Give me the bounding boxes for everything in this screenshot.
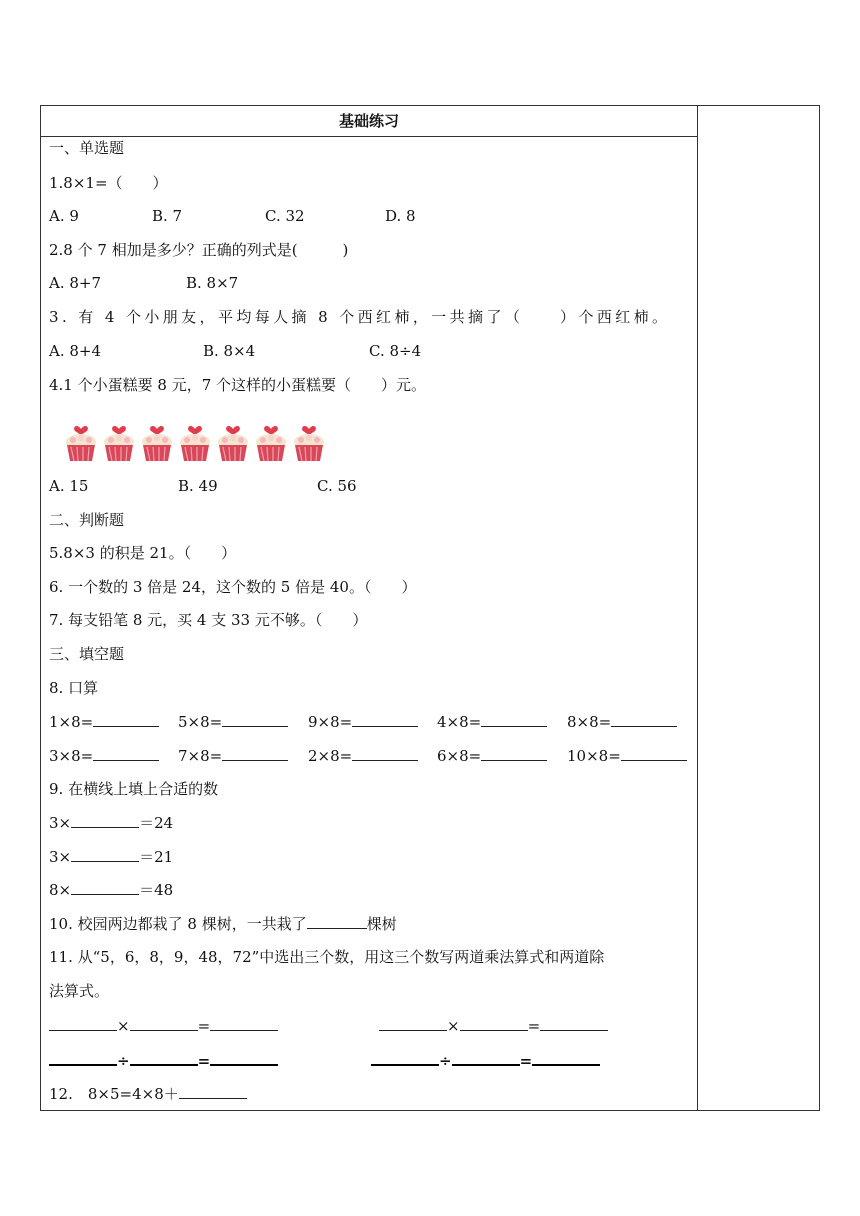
cupcake-image [253,415,289,465]
calc-item [308,712,418,732]
q1-option-b: B. 7 [152,207,183,225]
page-title: 基础练习 [338,112,399,130]
cupcake-image [291,415,327,465]
multiplication-equation: × = [379,1016,608,1036]
question-9: 9. 在横线上填上合适的数 [49,780,219,798]
calc-item [49,746,159,766]
column-divider [697,106,698,1110]
calc-expression: 3×8= [49,747,94,765]
q2-option-b: B. 8×7 [186,274,239,292]
answer-blank[interactable] [352,712,418,727]
answer-blank[interactable] [93,746,159,761]
q4-option-b: B. 49 [178,477,218,495]
worksheet-frame [40,105,820,1111]
question-3: 3. 有 4 个小朋友，平均每人摘 8 个西红柿，一共摘了（ ）个西红柿。 [49,308,671,326]
calc-expression: 7×8= [178,747,223,765]
question-11-line2: 法算式。 [49,982,110,1000]
calc-expression: 10×8= [567,747,621,765]
division-equation: ÷ = [49,1050,278,1071]
answer-blank[interactable] [71,813,139,828]
calc-item [437,746,547,766]
calc-expression: 1×8= [49,713,94,731]
calc-item [49,712,159,732]
answer-blank[interactable] [210,1050,278,1066]
answer-blank[interactable] [460,1016,528,1031]
q1-option-a: A. 9 [49,207,79,225]
question-10: 10. 校园两边都栽了 8 棵树，一共栽了 棵树 [49,915,397,933]
q3-option-a: A. 8+4 [49,342,102,360]
answer-blank[interactable] [621,746,687,761]
calc-expression: 8×8= [567,713,612,731]
question-8: 8. 口算 [49,679,99,697]
calc-item [567,712,677,732]
cupcake-image [63,415,99,465]
answer-blank[interactable] [452,1050,520,1066]
answer-blank[interactable] [371,1050,439,1066]
question-1: 1.8×1=（ ） [49,174,168,192]
question-7: 7. 每支铅笔 8 元，买 4 支 33 元不够。（ ） [49,611,368,629]
answer-blank[interactable] [71,847,139,862]
calc-expression: 5×8= [178,713,223,731]
answer-blank[interactable] [222,746,288,761]
calc-item [437,712,547,732]
answer-blank[interactable] [93,712,159,727]
cupcake-image [139,415,175,465]
answer-blank[interactable] [307,914,367,929]
section-fill-in: 三、填空题 [49,645,125,663]
answer-blank[interactable] [379,1016,447,1031]
title-divider [41,136,697,137]
q1-option-c: C. 32 [265,207,305,225]
answer-blank[interactable] [49,1016,117,1031]
cupcake-image [215,415,251,465]
cupcake-image [101,415,137,465]
calc-item [178,712,288,732]
calc-expression: 2×8= [308,747,353,765]
answer-blank[interactable] [130,1050,198,1066]
q3-option-c: C. 8÷4 [369,342,422,360]
question-5: 5.8×3 的积是 21。（ ） [49,544,237,562]
question-6: 6. 一个数的 3 倍是 24，这个数的 5 倍是 40。（ ） [49,578,417,596]
division-equation: ÷ = [371,1050,600,1071]
fill-line: 8× ＝48 [49,881,174,899]
answer-blank[interactable] [222,712,288,727]
answer-blank[interactable] [481,712,547,727]
question-4: 4.1 个小蛋糕要 8 元，7 个这样的小蛋糕要（ ）元。 [49,376,427,394]
calc-item [308,746,418,766]
answer-blank[interactable] [352,746,418,761]
cupcake-image [177,415,213,465]
calc-expression: 9×8= [308,713,353,731]
cupcake-illustration [63,415,327,465]
section-single-choice: 一、单选题 [49,139,125,157]
question-2: 2.8 个 7 相加是多少？正确的列式是( ) [49,241,349,259]
answer-blank[interactable] [611,712,677,727]
answer-blank[interactable] [481,746,547,761]
multiplication-equation: × = [49,1016,278,1036]
answer-blank[interactable] [210,1016,278,1031]
calc-item [178,746,288,766]
q2-option-a: A. 8+7 [49,274,102,292]
answer-blank[interactable] [179,1084,247,1099]
calc-item [567,746,687,766]
calc-expression: 4×8= [437,713,482,731]
answer-blank[interactable] [130,1016,198,1031]
answer-blank[interactable] [540,1016,608,1031]
fill-line: 3× ＝21 [49,848,174,866]
answer-blank[interactable] [49,1050,117,1066]
answer-blank[interactable] [71,880,139,895]
question-12: 12. 8×5=4×8＋ [49,1084,247,1104]
q1-option-d: D. 8 [385,207,416,225]
question-11-line1: 11. 从“5，6，8，9，48，72”中选出三个数，用这三个数写两道乘法算式和两道除 [49,948,605,966]
answer-blank[interactable] [532,1050,600,1066]
q3-option-b: B. 8×4 [203,342,256,360]
q4-option-c: C. 56 [317,477,357,495]
q4-option-a: A. 15 [49,477,89,495]
fill-line: 3× ＝24 [49,814,174,832]
calc-expression: 6×8= [437,747,482,765]
section-true-false: 二、判断题 [49,511,125,529]
